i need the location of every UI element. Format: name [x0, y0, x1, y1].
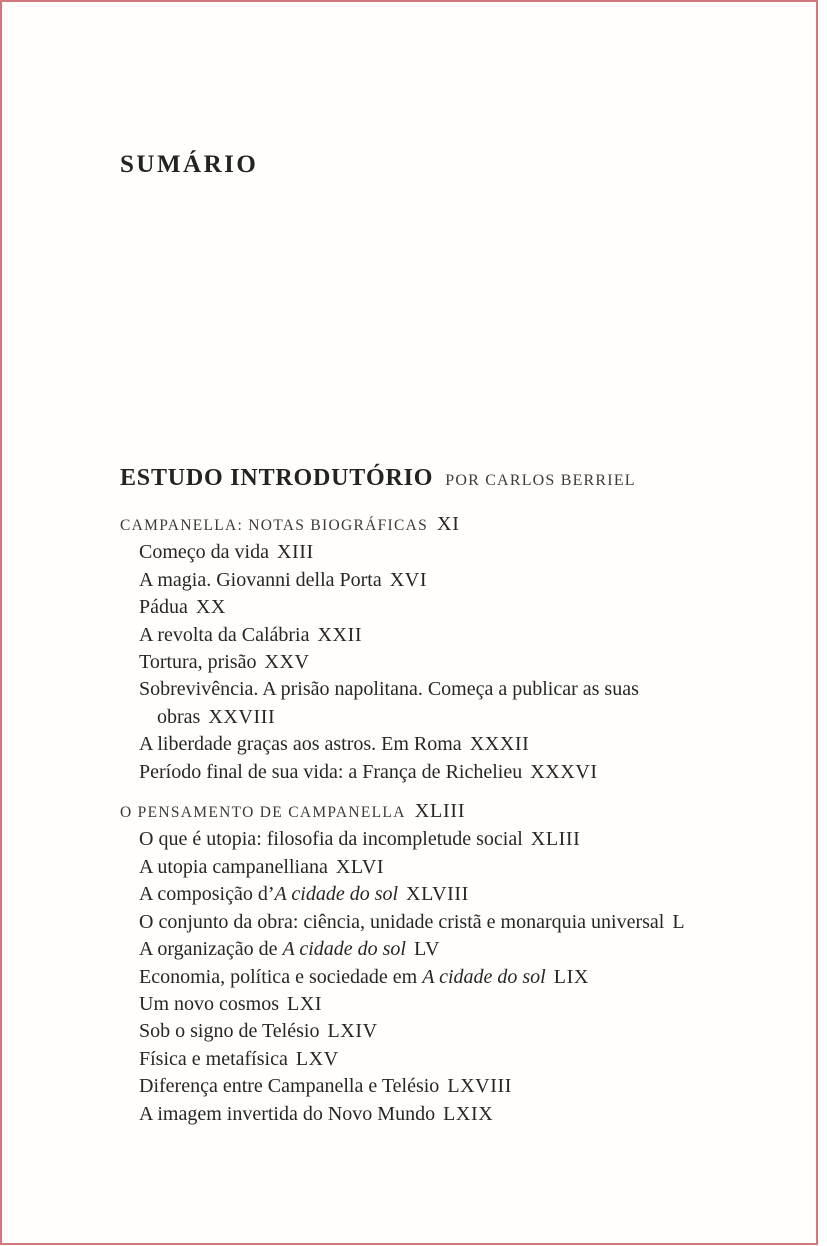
- entry-text: A imagem invertida do Novo Mundo: [139, 1102, 436, 1125]
- entry-text: A composição d’: [139, 883, 275, 906]
- entry-page-number: LXV: [295, 1047, 339, 1070]
- entry-text: A revolta da Calábria: [139, 623, 310, 646]
- toc-entry: [120, 567, 700, 594]
- table-of-contents: [120, 464, 700, 1128]
- section-heading: [120, 798, 700, 826]
- entry-page-number: LIX: [553, 965, 589, 988]
- entry-text: A liberdade graças aos astros. Em Roma: [139, 733, 462, 756]
- section-page-number: XI: [437, 513, 460, 535]
- entry-text: Sobrevivência. A prisão napolitana. Começa a publicar as suas obras: [139, 678, 639, 728]
- entry-text: Sob o signo de Telésio: [139, 1020, 320, 1043]
- entry-page-number: XXV: [264, 651, 310, 674]
- section-heading-label: O PENSAMENTO DE CAMPANELLA: [120, 804, 406, 822]
- section-heading: [120, 511, 700, 539]
- entry-page-number: XXXII: [469, 733, 530, 756]
- toc-entry: [120, 731, 700, 758]
- study-heading-title: ESTUDO INTRODUTÓRIO: [120, 465, 434, 491]
- toc-entry: [120, 594, 700, 621]
- toc-entry: [120, 991, 700, 1018]
- entry-work-title: A cidade do sol: [422, 965, 546, 988]
- toc-entry: [120, 909, 700, 936]
- toc-entry: [120, 649, 700, 676]
- entry-page-number: XX: [195, 596, 226, 619]
- toc-entry: [120, 854, 700, 881]
- entry-text: Tortura, prisão: [139, 651, 257, 674]
- entry-page-number: XVI: [389, 568, 428, 591]
- toc-entry: [120, 936, 700, 963]
- entry-page-number: LXIV: [327, 1020, 378, 1043]
- entry-page-number: XXVIII: [208, 705, 276, 728]
- toc-entry: [120, 759, 700, 786]
- entry-text: Física e metafísica: [139, 1047, 288, 1070]
- entry-page-number: LV: [413, 938, 441, 961]
- toc-entry: [120, 1101, 700, 1128]
- entry-text: O que é utopia: filosofia da incompletude social: [139, 828, 523, 851]
- entry-page-number: XXII: [317, 623, 363, 646]
- entry-page-number: LXI: [287, 992, 323, 1015]
- section-page-number: XLIII: [414, 800, 466, 823]
- study-heading-byline: POR CARLOS BERRIEL: [445, 472, 636, 489]
- entry-text: Começo da vida: [139, 541, 269, 564]
- toc-entry: [120, 622, 700, 649]
- toc-entry: [120, 1073, 700, 1100]
- entry-page-number: L: [672, 910, 686, 933]
- toc-section: [120, 798, 700, 1128]
- entry-text: Um novo cosmos: [139, 992, 279, 1015]
- entry-text: A magia. Giovanni della Porta: [139, 568, 382, 591]
- entry-page-number: XLIII: [530, 828, 581, 851]
- entry-text: A organização de: [139, 938, 283, 961]
- toc-entry: [120, 826, 700, 853]
- toc-entry: [120, 676, 700, 731]
- entry-page-number: LXVIII: [447, 1075, 512, 1098]
- entry-page-number: XLVI: [335, 855, 385, 878]
- entry-text: A utopia campanelliana: [139, 855, 328, 878]
- entry-text: Pádua: [139, 596, 188, 619]
- entry-text: Período final de sua vida: a França de Richelieu: [139, 760, 523, 783]
- entry-text: Economia, política e sociedade em: [139, 965, 423, 988]
- entry-page-number: LXIX: [443, 1102, 494, 1125]
- entry-page-number: XLVIII: [406, 883, 469, 906]
- study-heading: [120, 464, 700, 495]
- entry-page-number: XIII: [276, 541, 314, 564]
- toc-sections: [120, 511, 700, 1128]
- toc-entry: [120, 539, 700, 566]
- toc-entry: [120, 1018, 700, 1045]
- entry-page-number: XXXVI: [530, 760, 598, 783]
- entry-work-title: A cidade do sol: [274, 883, 399, 906]
- entry-text: O conjunto da obra: ciência, unidade cristã e monarquia universal: [139, 910, 665, 933]
- section-heading-label: CAMPANELLA: NOTAS BIOGRÁFICAS: [120, 517, 429, 534]
- entry-work-title: A cidade do sol: [282, 938, 406, 961]
- toc-entry: [120, 881, 700, 908]
- toc-entry: [120, 1046, 700, 1073]
- entry-text: Diferença entre Campanella e Telésio: [139, 1075, 440, 1098]
- toc-section: [120, 511, 700, 786]
- page-title: SUMÁRIO: [120, 151, 259, 178]
- toc-entry: [120, 964, 700, 991]
